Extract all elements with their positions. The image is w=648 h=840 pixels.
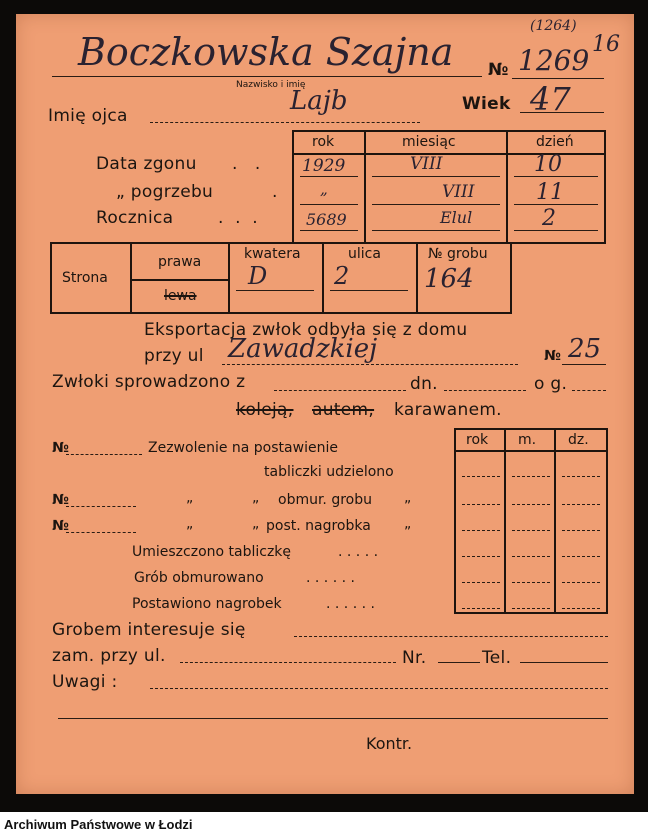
brought-day-line <box>444 390 526 391</box>
street-rule <box>330 290 408 291</box>
anniversary-month: Elul <box>440 208 473 227</box>
quarter-value: D <box>248 262 268 290</box>
burial-date-dots: . <box>272 182 278 202</box>
permits-r1-m <box>512 476 550 477</box>
burial-year: „ <box>320 180 328 198</box>
location-col-rule-4 <box>416 242 418 314</box>
permit-no-2: № <box>52 492 69 508</box>
grave-number-value: 164 <box>424 264 474 294</box>
walled-grave-dots: . . . . . . <box>306 570 355 586</box>
permits-col-month: m. <box>518 432 537 448</box>
dates-col-year: rok <box>312 134 335 150</box>
export-street-label: przy ul <box>144 346 204 366</box>
brought-from-line <box>274 390 406 391</box>
side-right-label: prawa <box>158 254 202 270</box>
location-col-rule-2 <box>228 242 230 314</box>
dates-row3-rule-month <box>372 230 500 231</box>
permit-row1b: tabliczki udzielono <box>264 464 394 480</box>
grave-number-label: № grobu <box>428 246 488 262</box>
permits-r2-y <box>462 504 500 505</box>
brought-hour-label: o g. <box>534 374 568 394</box>
anniversary-dots: . . . <box>218 208 258 228</box>
dates-table-col-rule-2 <box>506 130 508 244</box>
death-date-dots: . . <box>232 154 261 174</box>
brought-from-label: Zwłoki sprowadzono z <box>52 372 246 392</box>
street-label: ulica <box>348 246 381 262</box>
permit-row3-ditto-1: „ <box>186 516 194 532</box>
age-label: Wiek <box>462 94 511 114</box>
permits-r5-m <box>512 582 550 583</box>
permit-row2: obmur. grobu <box>278 492 372 508</box>
permit-no-3-line <box>66 532 136 533</box>
surname-name-value: Boczkowska Szajna <box>78 30 454 74</box>
permit-row1: Zezwolenie na postawienie <box>148 440 338 456</box>
permits-r4-m <box>512 556 550 557</box>
walled-grave-label: Grób obmurowano <box>134 570 264 586</box>
permits-r4-d <box>562 556 600 557</box>
address-nr-line <box>438 662 480 663</box>
brought-day-label: dn. <box>410 374 438 394</box>
permits-r1-d <box>562 476 600 477</box>
side-label: Strona <box>62 270 108 286</box>
permit-row3-ditto-2: „ <box>252 516 260 532</box>
export-line: Eksportacja zwłok odbyła się z domu <box>144 320 468 340</box>
dates-table-col-rule-1 <box>364 130 366 244</box>
export-number-value: 25 <box>568 334 602 364</box>
transport-hearse: karawanem. <box>394 400 502 420</box>
permits-col-rule-1 <box>504 428 506 614</box>
permits-r3-d <box>562 530 600 531</box>
notes-line-1 <box>150 688 608 689</box>
anniversary-day: 2 <box>542 206 556 231</box>
placed-plaque-dots: . . . . . <box>338 544 379 560</box>
death-date-label: Data zgonu <box>96 154 197 174</box>
street-value: 2 <box>334 262 350 290</box>
brought-hour-line <box>572 390 606 391</box>
dates-row2-rule-month <box>372 204 500 205</box>
permits-r6-d <box>562 608 600 609</box>
notes-label: Uwagi : <box>52 672 118 692</box>
permits-r6-y <box>462 608 500 609</box>
permit-no-2-line <box>66 506 136 507</box>
side-left-label: lewa <box>164 288 197 304</box>
anniversary-label: Rocznica <box>96 208 174 228</box>
death-day: 10 <box>534 152 562 177</box>
burial-month: VIII <box>442 182 475 202</box>
permit-row3: post. nagrobka <box>266 518 371 534</box>
number-underline <box>512 78 604 79</box>
permits-table-header-rule <box>454 450 608 452</box>
transport-car: autem, <box>312 400 375 420</box>
control-label: Kontr. <box>366 734 413 753</box>
quarter-rule <box>236 290 314 291</box>
dates-row3-rule-day <box>514 230 598 231</box>
anniversary-year: 5689 <box>306 210 347 229</box>
export-street-value: Zawadzkiej <box>228 334 378 364</box>
permit-row2-ditto-1: „ <box>186 490 194 506</box>
permit-row3-ditto-3: „ <box>404 516 412 532</box>
permit-row2-ditto-2: „ <box>252 490 260 506</box>
tombstone-dots: . . . . . . <box>326 596 375 612</box>
archive-credit: Archiwum Państwowe w Łodzi <box>4 817 193 832</box>
death-year: 1929 <box>302 156 346 176</box>
permits-r5-y <box>462 582 500 583</box>
export-street-line <box>222 364 518 365</box>
name-caption: Nazwisko i imię <box>236 80 306 90</box>
address-nr-label: Nr. <box>402 648 427 668</box>
permits-r1-y <box>462 476 500 477</box>
address-line <box>180 662 396 663</box>
permits-col-rule-2 <box>554 428 556 614</box>
export-number-label: № <box>544 348 561 364</box>
permit-row2-ditto-3: „ <box>404 490 412 506</box>
phone-line <box>520 662 608 663</box>
permits-r5-d <box>562 582 600 583</box>
permit-no-3: № <box>52 518 69 534</box>
record-number-label: № <box>488 60 509 80</box>
location-col-rule-3 <box>322 242 324 314</box>
transport-rail: koleją, <box>236 400 294 420</box>
death-month: VIII <box>410 154 443 174</box>
father-name-value: Lajb <box>290 86 348 116</box>
dates-row2-rule-year <box>300 204 358 205</box>
age-value: 47 <box>530 80 571 118</box>
permits-r2-m <box>512 504 550 505</box>
dates-row3-rule-year <box>300 230 358 231</box>
permits-r2-d <box>562 504 600 505</box>
permits-r3-m <box>512 530 550 531</box>
dates-col-day: dzień <box>536 134 574 150</box>
corner-number: (1264) <box>530 18 577 34</box>
tombstone-label: Postawiono nagrobek <box>132 596 282 612</box>
record-number-value: 1269 <box>518 44 590 77</box>
permit-no-1-line <box>66 454 142 455</box>
notes-line-2 <box>58 718 608 719</box>
side-split-rule <box>130 279 228 281</box>
permits-r4-y <box>462 556 500 557</box>
permits-table <box>454 428 608 614</box>
dates-row1-rule-month <box>372 176 500 177</box>
address-label: zam. przy ul. <box>52 646 166 666</box>
father-name-line <box>150 122 420 123</box>
record-number-extra: 16 <box>592 32 620 57</box>
burial-day: 11 <box>536 180 564 205</box>
export-number-line <box>562 364 606 365</box>
permits-r3-y <box>462 530 500 531</box>
permits-r6-m <box>512 608 550 609</box>
location-col-rule-1 <box>130 242 132 314</box>
quarter-label: kwatera <box>244 246 301 262</box>
interested-line <box>294 636 608 637</box>
dates-col-month: miesiąc <box>402 134 456 150</box>
permits-col-day: dz. <box>568 432 589 448</box>
permit-no-1: № <box>52 440 69 456</box>
father-name-label: Imię ojca <box>48 106 128 126</box>
dates-row1-rule-year <box>300 176 358 177</box>
placed-plaque-label: Umieszczono tabliczkę <box>132 544 292 560</box>
age-underline <box>520 112 604 113</box>
phone-label: Tel. <box>482 648 512 668</box>
interested-label: Grobem interesuje się <box>52 620 246 640</box>
burial-date-label: „ pogrzebu <box>116 182 214 202</box>
name-underline <box>52 76 482 77</box>
permits-col-year: rok <box>466 432 489 448</box>
